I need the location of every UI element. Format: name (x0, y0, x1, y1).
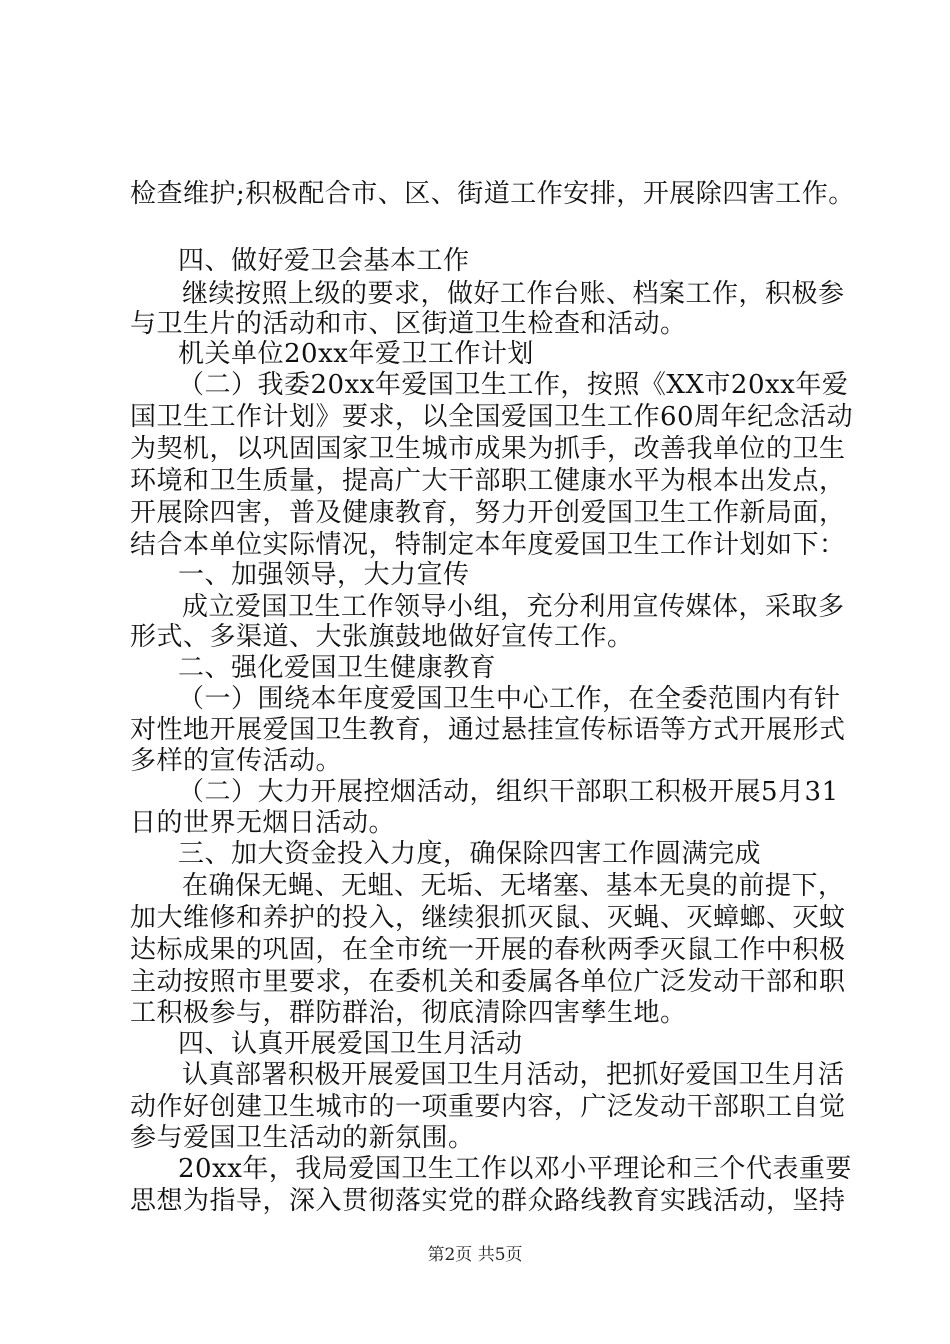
text-line: 环境和卫生质量，提高广大干部职工健康水平为根本出发点， (130, 466, 846, 496)
text-line: 与卫生片的活动和市、区街道卫生检查和活动。 (130, 309, 687, 339)
text-line: 检查维护;积极配合市、区、街道工作安排，开展除四害工作。 (130, 179, 855, 209)
page-footer: 第2页 共5页 (427, 1245, 523, 1265)
section-heading: 四、认真开展爱国卫生月活动 (178, 1029, 523, 1059)
text-line: 20xx年，我局爱国卫生工作以邓小平理论和三个代表重要 (178, 1154, 852, 1184)
text-line: 加大维修和养护的投入，继续狠抓灭鼠、灭蝇、灭蟑螂、灭蚊 (130, 903, 846, 933)
section-heading: 一、加强领导，大力宣传 (178, 560, 470, 590)
section-heading: 机关单位20xx年爱卫工作计划 (178, 339, 534, 369)
section-heading: 四、做好爱卫会基本工作 (178, 246, 470, 276)
text-line: 日的世界无烟日活动。 (130, 808, 396, 838)
text-line: 形式、多渠道、大张旗鼓地做好宣传工作。 (130, 622, 634, 652)
text-line: 继续按照上级的要求，做好工作台账、档案工作，积极参 (182, 279, 845, 309)
text-line: （二）大力开展控烟活动，组织干部职工积极开展5月31 (178, 777, 839, 807)
text-line: 动作好创建卫生城市的一项重要内容，广泛发动干部职工自觉 (130, 1092, 846, 1122)
text-line: （二）我委20xx年爱国卫生工作，按照《XX市20xx年爱 (178, 370, 849, 400)
text-line: 在确保无蝇、无蛆、无垢、无堵塞、基本无臭的前提下， (182, 871, 845, 901)
text-line: 结合本单位实际情况，特制定本年度爱国卫生工作计划如下： (130, 530, 846, 560)
text-line: 国卫生工作计划》要求，以全国爱国卫生工作60周年纪念活动 (130, 402, 854, 432)
text-line: 为契机，以巩固国家卫生城市成果为抓手，改善我单位的卫生 (130, 434, 846, 464)
text-line: 成立爱国卫生工作领导小组，充分利用宣传媒体，采取多 (182, 592, 845, 622)
section-heading: 二、强化爱国卫生健康教育 (178, 653, 497, 683)
text-line: 主动按照市里要求，在委机关和委属各单位广泛发动干部和职 (130, 967, 846, 997)
text-line: 参与爱国卫生活动的新氛围。 (130, 1123, 475, 1153)
text-line: 工积极参与，群防群治，彻底清除四害孳生地。 (130, 998, 687, 1028)
text-line: 思想为指导，深入贯彻落实党的群众路线教育实践活动，坚持 (130, 1186, 846, 1216)
text-line: 对性地开展爱国卫生教育，通过悬挂宣传标语等方式开展形式 (130, 715, 846, 745)
text-line: 开展除四害，普及健康教育，努力开创爱国卫生工作新局面， (130, 498, 846, 528)
section-heading: 三、加大资金投入力度，确保除四害工作圆满完成 (178, 839, 762, 869)
text-line: 多样的宣传活动。 (130, 746, 343, 776)
text-line: （一）围绕本年度爱国卫生中心工作，在全委范围内有针 (178, 684, 841, 714)
text-line: 达标成果的巩固，在全市统一开展的春秋两季灭鼠工作中积极 (130, 935, 846, 965)
text-line: 认真部署积极开展爱国卫生月活动，把抓好爱国卫生月活 (182, 1060, 845, 1090)
